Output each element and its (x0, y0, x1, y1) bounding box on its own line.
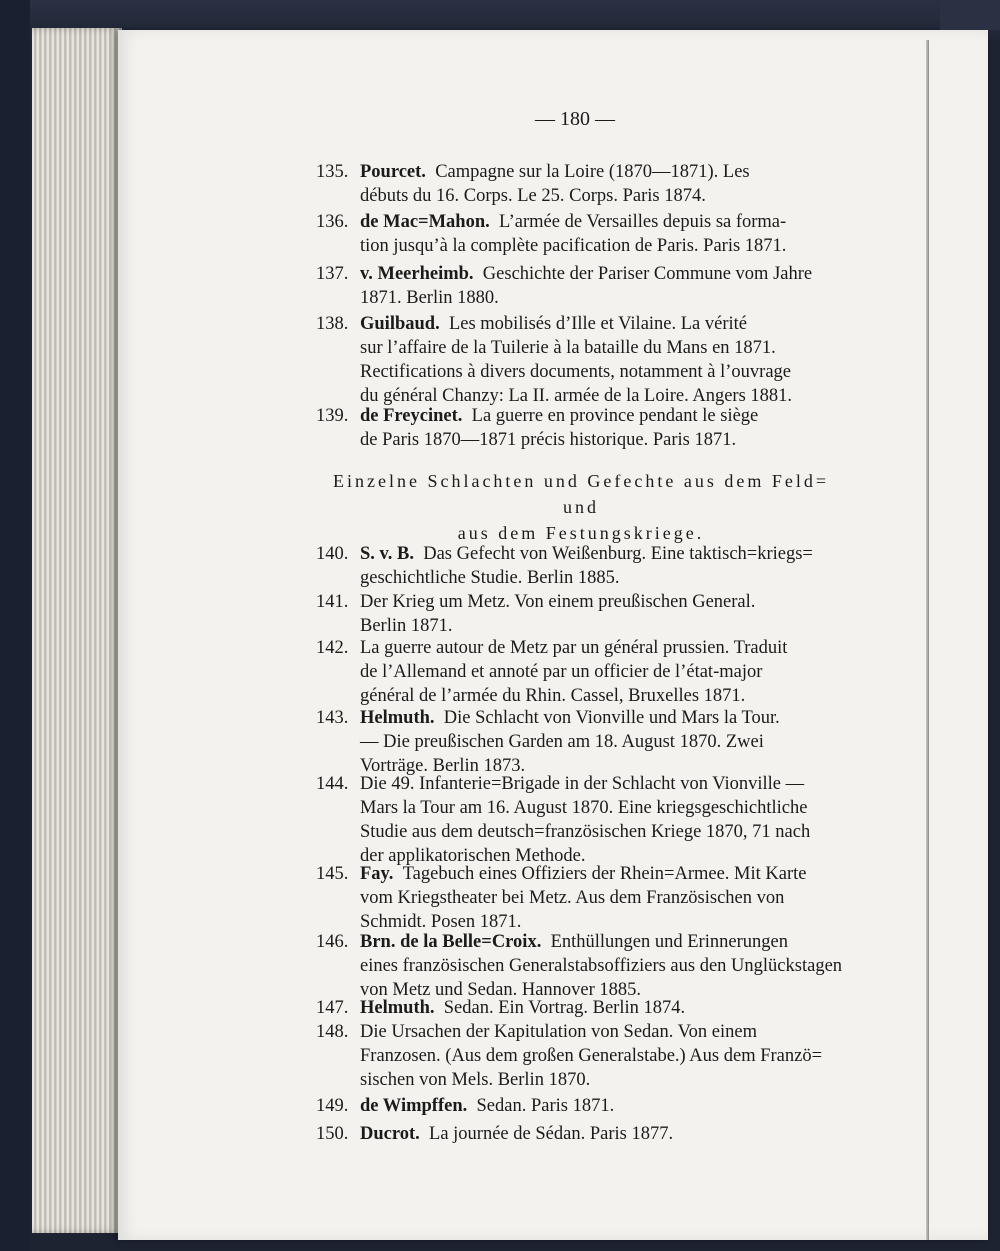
entry-line: Der Krieg um Metz. Von einem preußischen General. (360, 592, 756, 612)
entry-number: 137. (316, 264, 349, 284)
entry-line: Ducrot. La journée de Sédan. Paris 1877. (360, 1124, 674, 1144)
entry-author: Helmuth. (360, 708, 435, 728)
entry-line: Brn. de la Belle=Croix. Enthüllungen und Erinnerungen (360, 932, 788, 952)
entry-number: 146. (316, 932, 349, 952)
entry-number: 138. (316, 314, 349, 334)
section-heading-line: aus dem Festungskriege. (457, 523, 705, 543)
entry-number: 150. (316, 1124, 349, 1144)
entry-line: de l’Allemand et annoté par un officier de l’état-major (360, 662, 763, 682)
entry-line: Helmuth. Die Schlacht von Vionville und Mars la Tour. (360, 708, 780, 728)
entry-line: 1871. Berlin 1880. (360, 288, 499, 308)
bib-entry-148 (316, 1020, 846, 1092)
entry-line: eines französischen Generalstabsoffiziers aus den Unglückstagen (360, 956, 843, 976)
entry-author: Helmuth. (360, 998, 435, 1018)
bib-entry-146 (316, 930, 846, 1002)
entry-line: Guilbaud. Les mobilisés d’Ille et Vilaine. La vérité (360, 314, 748, 334)
entry-line: von Metz und Sedan. Hannover 1885. (360, 980, 642, 1000)
bib-entry-141 (316, 590, 846, 638)
entry-author: S. v. B. (360, 544, 414, 564)
entry-line: Pourcet. Campagne sur la Loire (1870—1871). Les (360, 162, 750, 182)
entry-number: 143. (316, 708, 349, 728)
page-fold-edge (926, 40, 929, 1240)
entry-number: 148. (316, 1022, 349, 1042)
entry-line: Studie aus dem deutsch=französischen Kriege 1870, 71 nach (360, 822, 811, 842)
entry-line: Schmidt. Posen 1871. (360, 912, 522, 932)
bib-entry-142 (316, 636, 846, 708)
cover-corner (940, 0, 1000, 30)
entry-number: 141. (316, 592, 349, 612)
bib-entry-144 (316, 772, 846, 868)
entry-number: 145. (316, 864, 349, 884)
entry-line: sur l’affaire de la Tuilerie à la bataille du Mans en 1871. (360, 338, 776, 358)
bib-entry-147 (316, 996, 846, 1020)
book-binding (0, 0, 30, 1251)
entry-author: Brn. de la Belle=Croix. (360, 932, 542, 952)
bib-entry-135 (316, 160, 846, 208)
section-heading (316, 468, 846, 546)
entry-line: Berlin 1871. (360, 616, 453, 636)
section-heading-line: Einzelne Schlachten und Gefechte aus dem Feld= und (332, 471, 830, 517)
entry-line: de Wimpffen. Sedan. Paris 1871. (360, 1096, 615, 1116)
bib-entry-140 (316, 542, 846, 590)
entry-number: 147. (316, 998, 349, 1018)
entry-author: Fay. (360, 864, 394, 884)
entry-line: de Freycinet. La guerre en province pendant le siège (360, 406, 759, 426)
entry-line: Fay. Tagebuch eines Offiziers der Rhein=Armee. Mit Karte (360, 864, 807, 884)
entry-number: 136. (316, 212, 349, 232)
entry-line: Franzosen. (Aus dem großen Generalstabe.) Aus dem Franzö= (360, 1046, 823, 1066)
entry-number: 139. (316, 406, 349, 426)
entry-line: S. v. B. Das Gefecht von Weißenburg. Eine taktisch=kriegs= (360, 544, 813, 564)
entry-line: geschichtliche Studie. Berlin 1885. (360, 568, 620, 588)
entry-line: de Paris 1870—1871 précis historique. Paris 1871. (360, 430, 737, 450)
bib-entry-138 (316, 312, 846, 408)
entry-line: Rectifications à divers documents, notamment à l’ouvrage (360, 362, 792, 382)
entry-line: Vorträge. Berlin 1873. (360, 756, 526, 776)
entry-number: 142. (316, 638, 349, 658)
entry-line: der applikatorischen Methode. (360, 846, 586, 866)
bib-entry-150 (316, 1122, 846, 1146)
entry-author: Guilbaud. (360, 314, 440, 334)
entry-line: sischen von Mels. Berlin 1870. (360, 1070, 591, 1090)
entry-number: 149. (316, 1096, 349, 1116)
entry-author: Pourcet. (360, 162, 426, 182)
entry-author: de Freycinet. (360, 406, 463, 426)
bib-entry-145 (316, 862, 846, 934)
entry-line: tion jusqu’à la complète pacification de Paris. Paris 1871. (360, 236, 787, 256)
entry-line: La guerre autour de Metz par un général prussien. Traduit (360, 638, 788, 658)
entry-author: de Wimpffen. (360, 1096, 468, 1116)
entry-author: v. Meerheimb. (360, 264, 474, 284)
entry-line: Die Ursachen der Kapitulation von Sedan. Von einem (360, 1022, 757, 1042)
entry-line: — Die preußischen Garden am 18. August 1870. Zwei (360, 732, 764, 752)
entry-line: général de l’armée du Rhin. Cassel, Bruxelles 1871. (360, 686, 746, 706)
entry-line: Mars la Tour am 16. August 1870. Eine kriegsgeschichtliche (360, 798, 808, 818)
entry-line: Helmuth. Sedan. Ein Vortrag. Berlin 1874. (360, 998, 686, 1018)
page-number: — 180 — (535, 108, 615, 130)
entry-line: de Mac=Mahon. L’armée de Versailles depuis sa forma- (360, 212, 787, 232)
page-stack-edge (32, 28, 122, 1233)
bib-entry-139 (316, 404, 846, 452)
entry-number: 140. (316, 544, 349, 564)
entry-author: Ducrot. (360, 1124, 420, 1144)
entry-author: de Mac=Mahon. (360, 212, 490, 232)
bib-entry-149 (316, 1094, 846, 1118)
bib-entry-136 (316, 210, 846, 258)
entry-line: débuts du 16. Corps. Le 25. Corps. Paris 1874. (360, 186, 706, 206)
entry-number: 135. (316, 162, 349, 182)
entry-line: Die 49. Infanterie=Brigade in der Schlacht von Vionville — (360, 774, 805, 794)
bib-entry-143 (316, 706, 846, 778)
entry-number: 144. (316, 774, 349, 794)
entry-line: du général Chanzy: La II. armée de la Loire. Angers 1881. (360, 386, 793, 406)
entry-line: v. Meerheimb. Geschichte der Pariser Commune vom Jahre (360, 264, 813, 284)
entry-line: vom Kriegstheater bei Metz. Aus dem Französischen von (360, 888, 785, 908)
bib-entry-137 (316, 262, 846, 310)
